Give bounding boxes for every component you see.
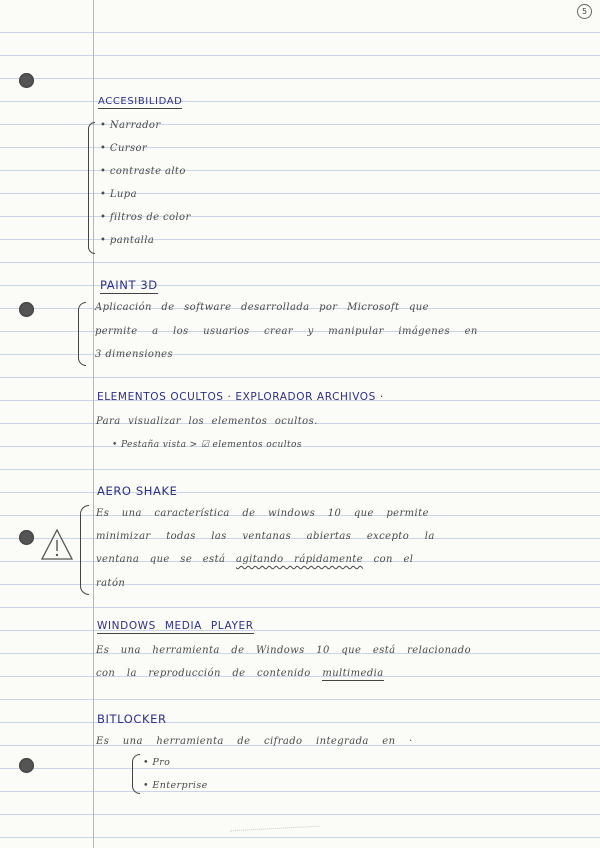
paragraph-line: Es una característica de windows 10 que permite (96, 508, 429, 519)
paragraph-line: permite a los usuarios crear y manipular imágenes en (95, 326, 478, 337)
paint3d-heading: PAINT 3D (100, 278, 158, 292)
list-item: • Enterprise (143, 780, 208, 791)
accesibilidad-heading: ACCESIBILIDAD (98, 96, 183, 107)
emphasized-text: multimedia (322, 668, 384, 679)
checkbox-icon: ☑ (200, 440, 210, 450)
bitlocker-heading: BITLOCKER (97, 712, 167, 726)
warning-icon (40, 528, 74, 562)
brace (88, 122, 95, 254)
paragraph-line: con la reproducción de contenido multimedia (96, 668, 384, 679)
elementos-heading: ELEMENTOS OCULTOS · EXPLORADOR ARCHIVOS · (97, 391, 384, 403)
wmp-heading: WINDOWS MEDIA PLAYER (97, 620, 254, 632)
paragraph-line: Para visualizar los elementos ocultos. (96, 416, 318, 427)
list-item: • Cursor (100, 143, 148, 154)
paragraph-line: ventana que se está agitando rápidamente con el (96, 554, 414, 565)
paragraph-line: Aplicación de software desarrollada por Microsoft que (95, 302, 429, 313)
aero-heading: AERO SHAKE (97, 484, 178, 498)
punch-hole (19, 302, 34, 317)
punch-hole (19, 530, 34, 545)
paragraph-line: 3 dimensiones (95, 349, 174, 360)
emphasized-text: agitando rápidamente (235, 554, 364, 565)
paragraph-line: • Pestaña vista > ☑ elementos ocultos (112, 440, 302, 450)
brace (78, 302, 86, 366)
list-item: • contraste alto (100, 166, 186, 177)
brace (80, 505, 89, 595)
list-item: • Pro (143, 757, 171, 768)
punch-hole (19, 758, 34, 773)
page-number: 5 (577, 4, 592, 19)
paragraph-line: Es una herramienta de cifrado integrada en · (96, 736, 413, 747)
paragraph-line: Es una herramienta de Windows 10 que está relacionado (96, 645, 471, 656)
list-item: • filtros de color (100, 212, 191, 223)
list-item: • pantalla (100, 235, 155, 246)
brace (132, 754, 140, 794)
paragraph-line: ratón (96, 578, 126, 589)
paragraph-line: minimizar todas las ventanas abiertas excepto la (96, 531, 435, 542)
smudge (230, 826, 320, 840)
list-item: • Lupa (100, 189, 137, 200)
punch-hole (19, 73, 34, 88)
list-item: • Narrador (100, 120, 161, 131)
